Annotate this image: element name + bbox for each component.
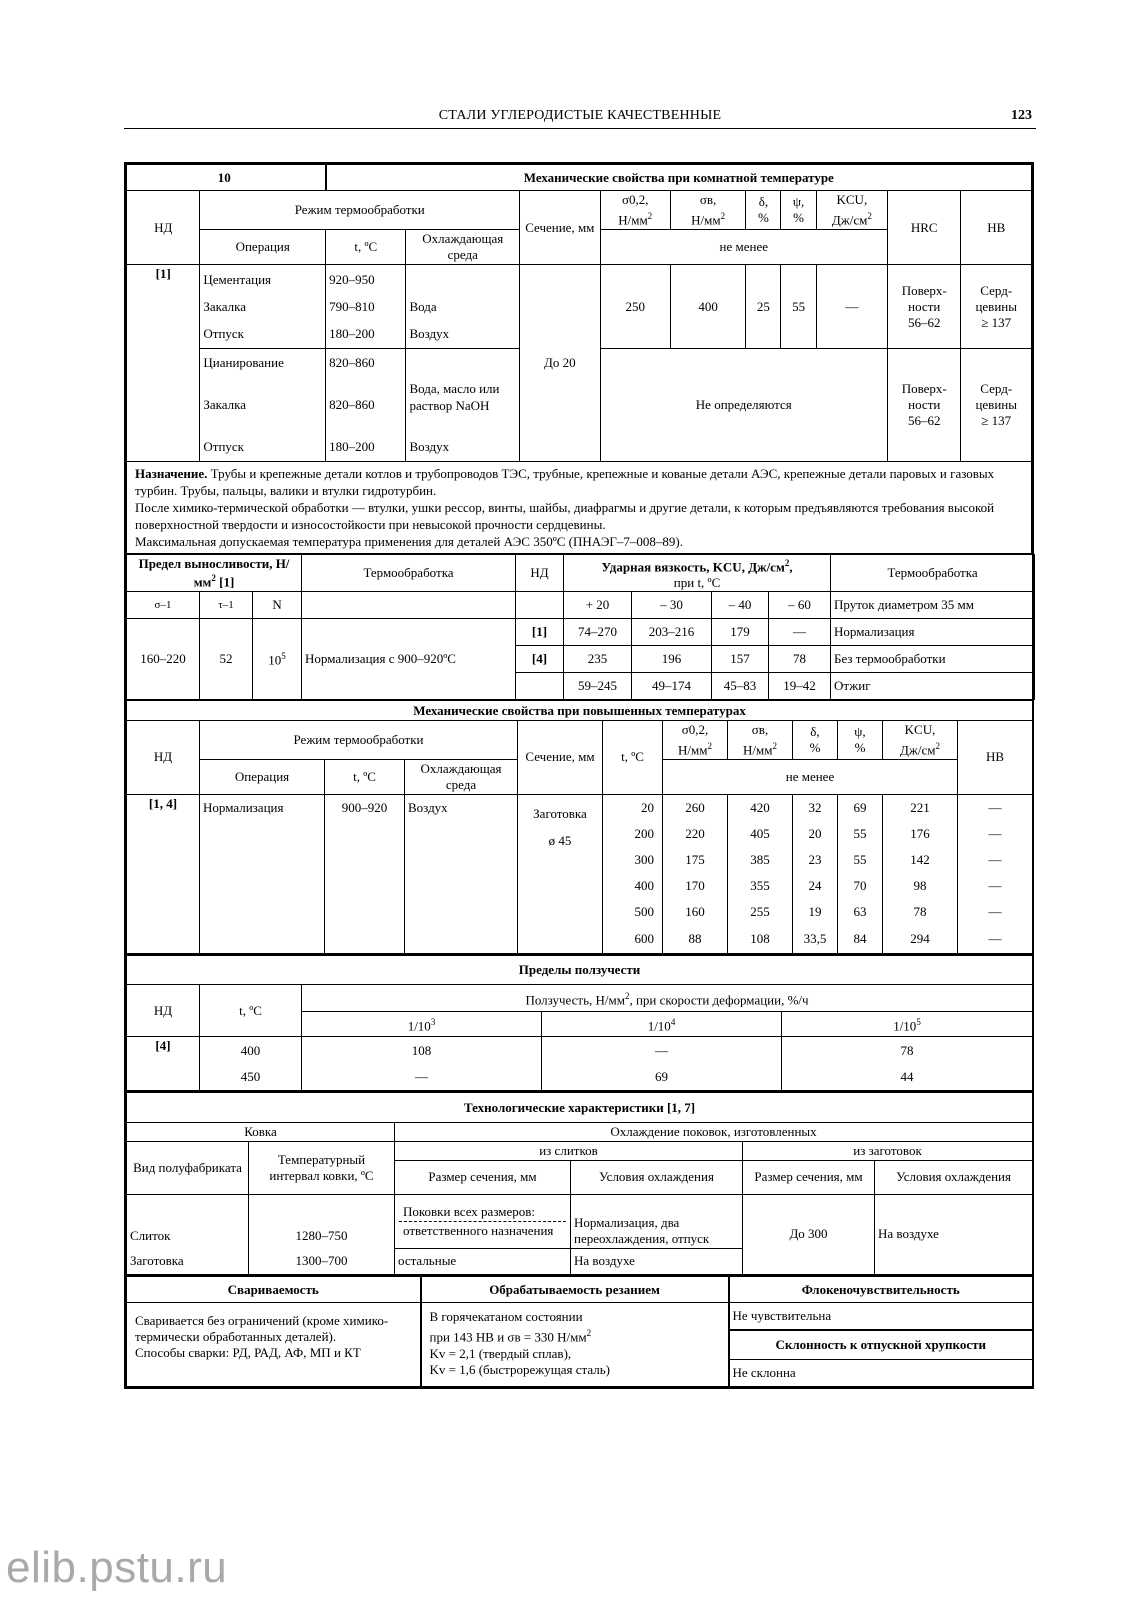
impact-heat-bar: Пруток диаметром 35 мм bbox=[831, 591, 1035, 618]
machinability-text: В горячекатаном состоянии при 143 HB и σв = 330 $Н/мм^2$ Kv = 2,1 (твердый сплав), Kv = 1,6 (быстрорежущая сталь) bbox=[421, 1303, 729, 1387]
nd-ref: [4] bbox=[127, 1037, 200, 1091]
cell: 32 bbox=[793, 794, 838, 821]
col-test-temp: t, ºС bbox=[603, 720, 663, 794]
col-sb: σв, $Н/мм^2$ bbox=[670, 191, 745, 230]
test-temp: 20 bbox=[603, 794, 663, 821]
machinability-title: Обрабатываемость резанием bbox=[421, 1276, 729, 1303]
cell: — bbox=[958, 847, 1033, 873]
col-hb: HB bbox=[961, 191, 1032, 265]
weldability-title: Свариваемость bbox=[127, 1276, 421, 1303]
cell: 63 bbox=[838, 899, 883, 925]
impact-heat-head: Термообработка bbox=[831, 555, 1035, 591]
media-group-2: Вода, масло или раствор NaOH Воздух bbox=[406, 349, 520, 462]
col-hb: HB bbox=[958, 720, 1033, 794]
cell: 405 bbox=[728, 821, 793, 847]
impact-row-heat: Без термообработки bbox=[831, 645, 1035, 672]
val-s02: 250 bbox=[600, 265, 670, 349]
impact-row-heat: Нормализация bbox=[831, 618, 1035, 645]
running-title: СТАЛИ УГЛЕРОДИСТЫЕ КАЧЕСТВЕННЫЕ bbox=[438, 108, 722, 123]
cell: 44 bbox=[782, 1064, 1033, 1091]
cell: 70 bbox=[838, 873, 883, 899]
impact-t-40: – 40 bbox=[712, 591, 769, 618]
range-value: 1300–700 bbox=[249, 1248, 395, 1274]
val-delta: 25 bbox=[746, 265, 781, 349]
from-ingots-head: из слитков bbox=[395, 1141, 743, 1160]
cell: 19 bbox=[793, 899, 838, 925]
col-nd: НД bbox=[127, 720, 200, 794]
cell: 355 bbox=[728, 873, 793, 899]
col-s02: σ0,2, $Н/мм^2$ bbox=[600, 191, 670, 230]
watermark: elib.pstu.ru bbox=[6, 1543, 228, 1592]
creep-table bbox=[126, 954, 1033, 1092]
col-mode: Режим термообработки bbox=[200, 720, 518, 759]
rate-1e5: $1/10^5$ bbox=[782, 1012, 1033, 1037]
fatigue-heat-head: Термообработка bbox=[302, 555, 516, 591]
col-temp: t, ºС bbox=[200, 985, 302, 1037]
col-hrc: HRC bbox=[888, 191, 961, 265]
operation-value: Нормализация bbox=[200, 794, 325, 953]
col-kcu: KCU, $Дж/см^2$ bbox=[816, 191, 887, 230]
impact-cell: 235 bbox=[564, 645, 632, 672]
cell: 23 bbox=[793, 847, 838, 873]
val-psi: 55 bbox=[781, 265, 816, 349]
flake-value: Не чувствительна bbox=[729, 1303, 1033, 1330]
kind-value: Слиток bbox=[127, 1194, 249, 1248]
cell: 69 bbox=[838, 794, 883, 821]
hb-value-2: Серд- цевины ≥ 137 bbox=[961, 349, 1032, 462]
cell: — bbox=[958, 899, 1033, 925]
kind-value: Заготовка bbox=[127, 1248, 249, 1274]
cell: 221 bbox=[883, 794, 958, 821]
impact-cell: — bbox=[769, 618, 831, 645]
sigma-minus-1: σ–1 bbox=[127, 591, 200, 618]
room-temp-table bbox=[126, 164, 1032, 554]
fatigue-title: Предел выносливости, $Н/мм^2$ [1] bbox=[127, 555, 302, 591]
size-head-2: Размер сечения, мм bbox=[743, 1160, 875, 1194]
cell: 78 bbox=[883, 899, 958, 925]
test-temp: 300 bbox=[603, 847, 663, 873]
col-delta: δ, % bbox=[746, 191, 781, 230]
test-temp: 400 bbox=[603, 873, 663, 899]
billet-cooling: На воздухе bbox=[875, 1194, 1033, 1274]
col-temp: t, ºС bbox=[326, 230, 406, 265]
cell: 78 bbox=[782, 1037, 1033, 1064]
col-nd: НД bbox=[127, 985, 200, 1037]
page-header bbox=[124, 106, 1036, 129]
cell: — bbox=[958, 794, 1033, 821]
cond-head-2: Условия охлаждения bbox=[875, 1160, 1033, 1194]
creep-temp: 400 bbox=[200, 1037, 302, 1064]
from-billets-head: из заготовок bbox=[743, 1141, 1033, 1160]
cell: — bbox=[958, 873, 1033, 899]
cell: 160 bbox=[663, 899, 728, 925]
cell: 176 bbox=[883, 821, 958, 847]
cell: — bbox=[542, 1037, 782, 1064]
impact-cell: 203–216 bbox=[632, 618, 712, 645]
temper-value: Не склонна bbox=[729, 1360, 1033, 1387]
tech-table bbox=[126, 1091, 1033, 1275]
impact-row-nd bbox=[516, 672, 564, 699]
forging-head: Ковка bbox=[127, 1122, 395, 1141]
page-number: 123 bbox=[1011, 108, 1032, 123]
medium-value: Воздух bbox=[405, 794, 518, 953]
not-determined: Не определяются bbox=[600, 349, 888, 462]
cell: 24 bbox=[793, 873, 838, 899]
cell: 175 bbox=[663, 847, 728, 873]
col-s02: σ0,2, $Н/мм^2$ bbox=[663, 720, 728, 759]
ingot-sizes: Поковки всех размеров: ответственного назначения bbox=[395, 1194, 571, 1248]
media-group-1: Вода Воздух bbox=[406, 265, 520, 349]
col-temp: t, ºС bbox=[325, 759, 405, 794]
range-head: Температурный интервал ковки, ºС bbox=[249, 1141, 395, 1194]
impact-row-heat: Отжиг bbox=[831, 672, 1035, 699]
fatigue-n-value: $10^5$ bbox=[253, 618, 302, 699]
temper-title: Склонность к отпускной хрупкости bbox=[729, 1330, 1033, 1360]
cell: 33,5 bbox=[793, 925, 838, 953]
cell: 108 bbox=[302, 1037, 542, 1064]
ingot-rest: остальные bbox=[395, 1248, 571, 1274]
cell: — bbox=[958, 925, 1033, 953]
hb-value-1: Серд- цевины ≥ 137 bbox=[961, 265, 1032, 349]
impact-nd-head: НД bbox=[516, 555, 564, 591]
cell: 294 bbox=[883, 925, 958, 953]
creep-temp: 450 bbox=[200, 1064, 302, 1091]
impact-cell: 196 bbox=[632, 645, 712, 672]
kind-head: Вид полуфабриката bbox=[127, 1141, 249, 1194]
temps-group-1: 920–950 790–810 180–200 bbox=[326, 265, 406, 349]
col-operation: Операция bbox=[200, 230, 326, 265]
impact-row-nd: [1] bbox=[516, 618, 564, 645]
test-temp: 200 bbox=[603, 821, 663, 847]
cond-head-1: Условия охлаждения bbox=[571, 1160, 743, 1194]
test-temp: 500 bbox=[603, 899, 663, 925]
col-operation: Операция bbox=[200, 759, 325, 794]
cell: 142 bbox=[883, 847, 958, 873]
col-mode: Режим термообработки bbox=[200, 191, 520, 230]
purpose-note: Назначение. Трубы и крепежные детали котлов и трубопроводов ТЭС, трубные, крепежные и кованые детали АЭС, крепежные детали паровых и газовых турбин. Трубы, пальцы, валики и втулки гидротурбин. После химико-термической обработки — втулки, ушки рессор, винты, шайбы, диафрагмы и другие детали, к которым предъявляются требования высокой поверхностной твердости и износостойкости при невысокой прочности сердцевины. Максимальная допускаемая температура применения для деталей АЭС 350ºС (ПНАЭГ–7–008–89). bbox=[127, 462, 1032, 554]
cell: 260 bbox=[663, 794, 728, 821]
cell: 220 bbox=[663, 821, 728, 847]
fatigue-impact-table bbox=[126, 554, 1035, 699]
impact-cell: 45–83 bbox=[712, 672, 769, 699]
size-head-1: Размер сечения, мм bbox=[395, 1160, 571, 1194]
impact-t-20: + 20 bbox=[564, 591, 632, 618]
fatigue-heat-value: Нормализация с 900–920ºС bbox=[302, 618, 516, 699]
col-delta: δ, % bbox=[793, 720, 838, 759]
test-temp: 600 bbox=[603, 925, 663, 953]
rate-1e4: $1/10^4$ bbox=[542, 1012, 782, 1037]
flake-title: Флокеночувствительность bbox=[729, 1276, 1033, 1303]
cycles-n: N bbox=[253, 591, 302, 618]
ops-group-1: Цементация Закалка Отпуск bbox=[200, 265, 326, 349]
val-sb: 400 bbox=[670, 265, 745, 349]
not-less-label: не менее bbox=[663, 759, 958, 794]
cell: 20 bbox=[793, 821, 838, 847]
fatigue-sigma-value: 160–220 bbox=[127, 618, 200, 699]
cooling-head: Охлаждение поковок, изготовленных bbox=[395, 1122, 1033, 1141]
cell: 69 bbox=[542, 1064, 782, 1091]
col-sb: σв, $Н/мм^2$ bbox=[728, 720, 793, 759]
impact-cell: 179 bbox=[712, 618, 769, 645]
cell: 108 bbox=[728, 925, 793, 953]
elevated-title: Механические свойства при повышенных температурах bbox=[127, 700, 1033, 720]
cell: 84 bbox=[838, 925, 883, 953]
cell: 385 bbox=[728, 847, 793, 873]
col-section: Сечение, мм bbox=[518, 720, 603, 794]
grade-label: 10 bbox=[127, 165, 326, 191]
col-psi: ψ, % bbox=[838, 720, 883, 759]
col-medium: Охлаждающая среда bbox=[405, 759, 518, 794]
temps-group-2: 820–860 820–860 180–200 bbox=[326, 349, 406, 462]
col-psi: ψ, % bbox=[781, 191, 816, 230]
ingot-rest-cooling: На воздухе bbox=[571, 1248, 743, 1274]
cell: 255 bbox=[728, 899, 793, 925]
cell: 55 bbox=[838, 847, 883, 873]
fatigue-tau-value: 52 bbox=[200, 618, 253, 699]
tech-title: Технологические характеристики [1, 7] bbox=[127, 1092, 1033, 1122]
steel-datasheet bbox=[124, 162, 1034, 1389]
cell: 170 bbox=[663, 873, 728, 899]
cell: — bbox=[958, 821, 1033, 847]
cell: 88 bbox=[663, 925, 728, 953]
val-kcu: — bbox=[816, 265, 887, 349]
cell: — bbox=[302, 1064, 542, 1091]
tau-minus-1: τ–1 bbox=[200, 591, 253, 618]
cell: 55 bbox=[838, 821, 883, 847]
creep-subtitle: Ползучесть, $Н/мм^2$, при скорости деформации, %/ч bbox=[302, 985, 1033, 1012]
weldability-text: Сваривается без ограничений (кроме химико-термически обработанных деталей). Способы сварки: РД, РАД, АФ, МП и КТ bbox=[127, 1303, 421, 1387]
range-value: 1280–750 bbox=[249, 1194, 395, 1248]
impact-cell: 78 bbox=[769, 645, 831, 672]
col-kcu: KCU, $Дж/см^2$ bbox=[883, 720, 958, 759]
nd-ref: [1, 4] bbox=[127, 794, 200, 953]
hrc-value-2: Поверх- ности 56–62 bbox=[888, 349, 961, 462]
col-section: Сечение, мм bbox=[520, 191, 600, 265]
impact-t-30: – 30 bbox=[632, 591, 712, 618]
impact-cell: 49–174 bbox=[632, 672, 712, 699]
section-value: До 20 bbox=[520, 265, 600, 462]
impact-t-60: – 60 bbox=[769, 591, 831, 618]
ops-group-2: Цианирование Закалка Отпуск bbox=[200, 349, 326, 462]
section-value: Заготовка ø 45 bbox=[518, 794, 603, 953]
creep-title: Пределы ползучести bbox=[127, 955, 1033, 985]
impact-title: Ударная вязкость, KCU, $Дж/см^2$, при t, ºС bbox=[564, 555, 831, 591]
impact-cell: 19–42 bbox=[769, 672, 831, 699]
impact-cell: 74–270 bbox=[564, 618, 632, 645]
billet-size: До 300 bbox=[743, 1194, 875, 1274]
impact-row-nd: [4] bbox=[516, 645, 564, 672]
nd-ref: [1] bbox=[127, 265, 200, 462]
impact-cell: 59–245 bbox=[564, 672, 632, 699]
col-medium: Охлаждающая среда bbox=[406, 230, 520, 265]
rate-1e3: $1/10^3$ bbox=[302, 1012, 542, 1037]
temp-value: 900–920 bbox=[325, 794, 405, 953]
col-nd: НД bbox=[127, 191, 200, 265]
impact-cell: 157 bbox=[712, 645, 769, 672]
bottom-table bbox=[126, 1275, 1033, 1388]
hrc-value-1: Поверх- ности 56–62 bbox=[888, 265, 961, 349]
room-temp-title: Механические свойства при комнатной температуре bbox=[326, 165, 1032, 191]
cell: 420 bbox=[728, 794, 793, 821]
cell: 98 bbox=[883, 873, 958, 899]
not-less-label: не менее bbox=[600, 230, 888, 265]
elevated-temp-table bbox=[126, 700, 1033, 954]
ingot-cooling: Нормализация, два переохлаждения, отпуск bbox=[571, 1194, 743, 1248]
